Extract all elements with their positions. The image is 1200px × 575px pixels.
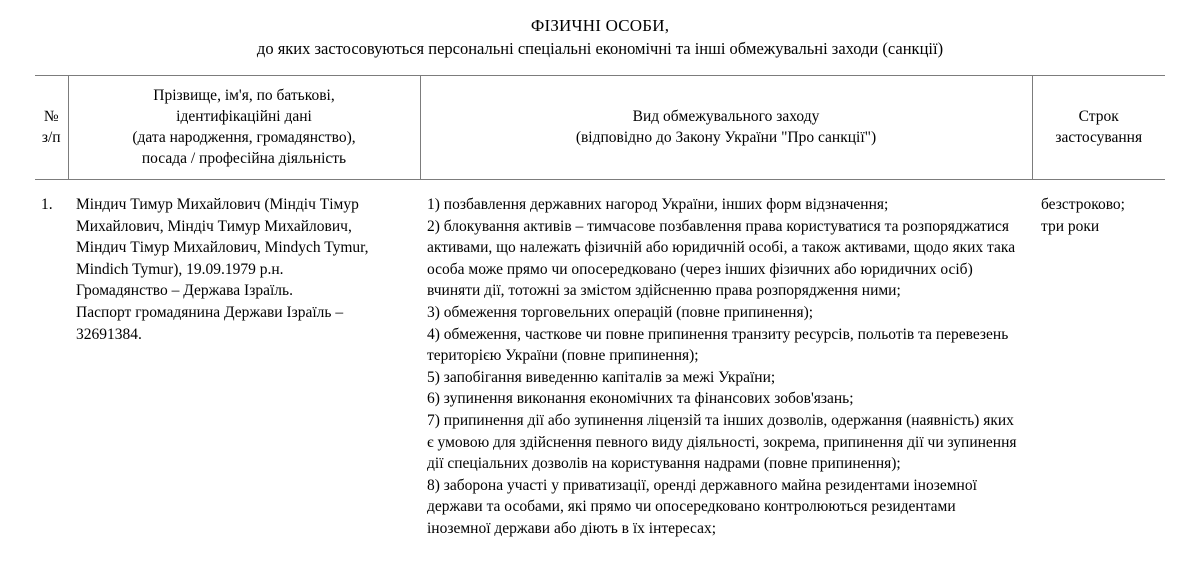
measure-list (427, 194, 1022, 540)
measure-item: 7) припинення дії або зупинення ліцензій та інших дозволів, одержання (наявність) яких є умовою для здійснення певного виду діяльності, зокрема, припинення дії чи зупинення дії спеціальних дозволів на користування надрами (повне припинення); (427, 411, 1017, 473)
column-header-person-line2: ідентифікаційні дані (176, 108, 312, 125)
column-header-measure-line1: Вид обмежувального заходу (632, 108, 820, 125)
document-title-block (0, 0, 1200, 60)
column-header-measure-line2: (відповідно до Закону України "Про санкції") (575, 129, 877, 146)
column-header-person-line4: посада / професійна діяльність (141, 150, 347, 167)
person-line: Михайлович, Міндіч Тимур Михайлович, (76, 217, 352, 235)
measure-item: 8) заборона участі у приватизації, оренді державного майна резидентами іноземної держави та особами, які прямо чи опосередковано контролюються резидентами іноземної держави або діють в їх інтересах; (427, 476, 977, 537)
column-header-number-line1: № (43, 108, 59, 125)
person-line: Паспорт громадянина Держави Ізраїль – (76, 303, 344, 321)
person-line: Громадянство – Держава Ізраїль. (76, 282, 293, 300)
person-line: 32691384. (76, 325, 142, 343)
person-line: Mindich Tymur), 19.09.1979 р.н. (76, 260, 284, 278)
term-lines-container (1041, 194, 1161, 237)
person-lines-container (76, 194, 406, 345)
column-header-number (35, 76, 68, 180)
measure-item: 5) запобігання виведенню капіталів за межі України; (427, 368, 776, 386)
cell-row-number: 1. (41, 196, 53, 213)
column-header-number-line2: з/п (41, 129, 61, 146)
measure-item: 2) блокування активів – тимчасове позбавлення права користуватися та розпоряджатися активами, що належать фізичній або юридичній особі, а також активами, щодо яких така особа може прямо чи опосередковано (через інших фізичних або юридичних осіб) вчиняти дії, тотожні за змістом здійсненню права розпорядження ними; (427, 217, 1016, 300)
measure-item: 3) обмеження торговельних операцій (повне припинення); (427, 303, 814, 321)
column-header-person-line1: Прізвище, ім'я, по батькові, (153, 87, 335, 104)
column-header-term-line1: Строк (1078, 108, 1119, 125)
cell-person-details (68, 180, 420, 540)
table-body (35, 180, 1165, 540)
table-row (35, 180, 1165, 540)
cell-application-term (1032, 180, 1165, 540)
person-line: Міндич Тімур Михайлович, Mindych Tymur, (76, 239, 369, 257)
table-header-row (35, 76, 1165, 180)
person-line: Міндич Тимур Михайлович (Міндіч Тімур (76, 196, 359, 213)
column-header-measure (420, 76, 1032, 180)
column-header-person-line3: (дата народження, громадянство), (132, 129, 356, 146)
page-subtitle: до яких застосовуються персональні спеціальні економічні та інші обмежувальні заходи (санкції) (256, 39, 944, 58)
measure-item: 6) зупинення виконання економічних та фінансових зобов'язань; (427, 390, 854, 408)
cell-restrictive-measures (420, 180, 1032, 540)
measure-item: 1) позбавлення державних нагород України, інших форм відзначення; (427, 196, 889, 213)
sanctions-table-wrapper (35, 60, 1165, 540)
term-line: безстроково; (1041, 196, 1125, 213)
column-header-person (68, 76, 420, 180)
measure-item: 4) обмеження, часткове чи повне припинення транзиту ресурсів, польотів та перевезень територією України (повне припинення); (427, 325, 1009, 365)
table-header (35, 76, 1165, 180)
page-title: ФІЗИЧНІ ОСОБИ, (530, 16, 670, 35)
column-header-term-line2: застосування (1055, 129, 1143, 146)
sanctions-table (35, 75, 1165, 540)
column-header-term (1032, 76, 1165, 180)
term-line: три роки (1041, 217, 1100, 235)
